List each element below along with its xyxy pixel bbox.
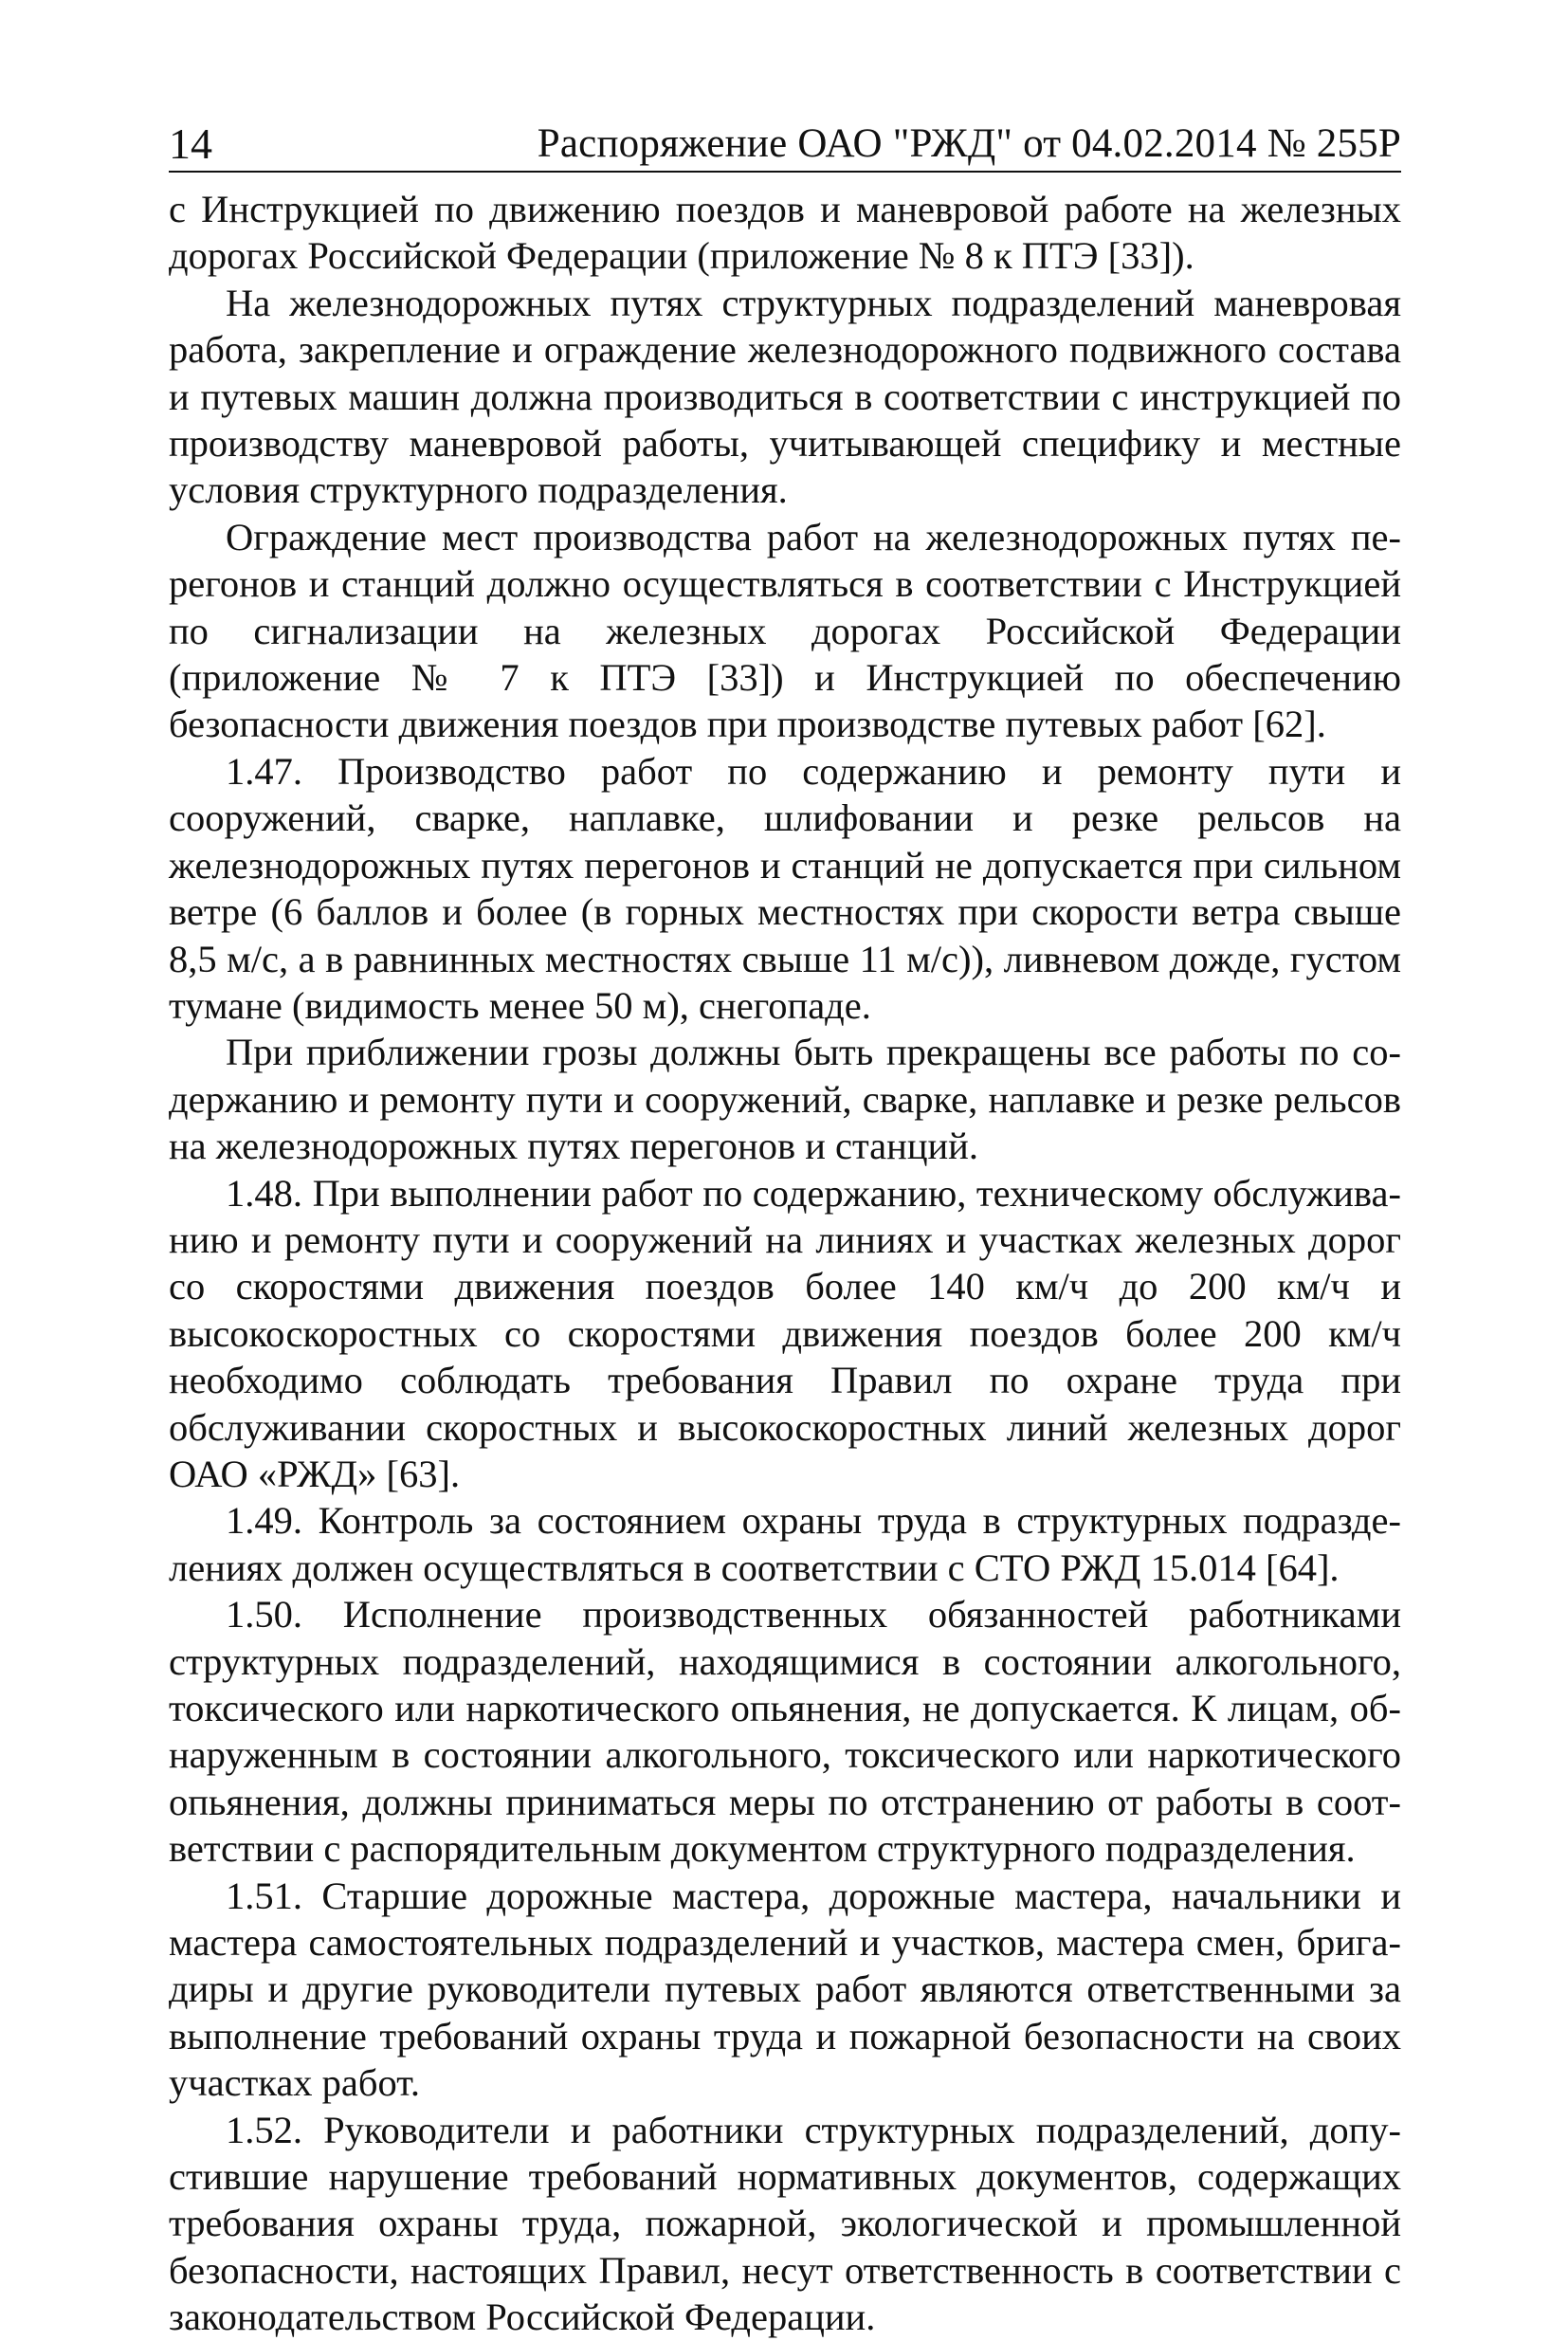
document-page [169,119,1401,2341]
paragraph-1-49: 1.49. Контроль за состоянием охраны труда в структурных подразделениях должен осуществляться в соответствии с СТО РЖД 15.014 [64]. [169,1499,1401,1589]
paragraph-1-52: 1.52. Руководители и работники структурных подразделений, допустившие нарушение требований нормативных документов, содержащих требования охраны труда, пожарной, экологической и промышленной безопасности, настоящих Правил, несут ответственность в соответствии с законодательством Российской Федерации. [169,2108,1401,2339]
page-number: 14 [169,119,212,168]
running-title: Распоряжение ОАО "РЖД" от 04.02.2014 № 255Р [537,121,1401,166]
paragraph-continuation: с Инструкцией по движению поездов и маневровой работе на железных дорогах Российской Федерации (приложение № 8 к ПТЭ [33]). [169,188,1401,278]
page-header [169,119,1401,173]
paragraph-1-47: 1.47. Производство работ по содержанию и ремонту пути и сооружений, сварке, наплавке, шлифовании и резке рельсов на железнодорожных путях перегонов и станций не допускается при сильном ветре (6 баллов и более (в горных местностях при скорости ветра свыше 8,5 м/с, а в равнинных местностях свыше 11 м/с)), ливневом дожде, густом тумане (видимость менее 50 м), снегопаде. [169,749,1401,1027]
paragraph-thunderstorm: При приближении грозы должны быть прекращены все работы по содержанию и ремонту пути и сооружений, сварке, наплавке и резке рельсов на железнодорожных путях перегонов и станций. [169,1031,1401,1168]
paragraph-shunting-work: На железнодорожных путях структурных подразделений маневровая работа, закрепление и ограждение железнодорожного подвижного состава и путевых машин должна производиться в соответствии с инструкцией по производству маневровой работы, учитывающей специфику и местные условия структурного подразделения. [169,281,1401,512]
document-body [169,186,1401,2341]
paragraph-1-50: 1.50. Исполнение производственных обязанностей работниками структурных подразделений, находящимися в состоянии алкогольного, токсического или наркотического опьянения, не допускается. К лицам, обнаруженным в состоянии алкогольного, токсического или наркотического опьянения, должны приниматься меры по отстранению от работы в соответствии с распорядительным документом структурного подразделения. [169,1593,1401,1871]
paragraph-1-51: 1.51. Старшие дорожные мастера, дорожные мастера, начальники и мастера самостоятельных подразделений и участков, мастера смен, бригадиры и другие руководители путевых работ являются ответственными за выполнение требований охраны труда и пожарной безопасности на своих участках работ. [169,1874,1401,2105]
paragraph-1-48: 1.48. При выполнении работ по содержанию, техническому обслуживанию и ремонту пути и сооружений на линиях и участках железных дорог со скоростями движения поездов более 140 км/ч до 200 км/ч и высокоскоростных со скоростями движения поездов более 200 км/ч необходимо соблюдать требования Правил по охране труда при обслуживании скоростных и высокоскоростных линий железных дорог ОАО «РЖД» [63]. [169,1171,1401,1495]
paragraph-work-site-fencing: Ограждение мест производства работ на железнодорожных путях перегонов и станций должно осуществляться в соответствии с Инструкцией по сигнализации на железных дорогах Российской Федерации (приложение № 7 к ПТЭ [33]) и Инструкцией по обеспечению безопасности движения поездов при производстве путевых работ [62]. [169,515,1401,746]
